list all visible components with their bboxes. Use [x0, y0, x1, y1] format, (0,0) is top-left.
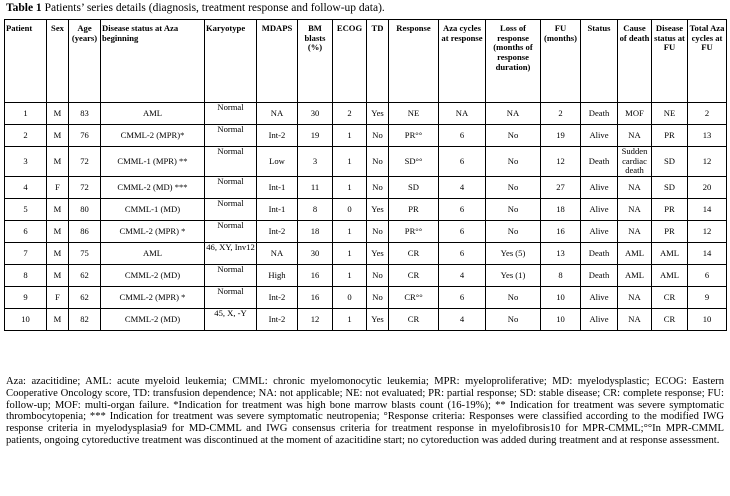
table-cell: 62 — [69, 286, 101, 308]
table-cell: 12 — [688, 220, 727, 242]
table-cell: NA — [257, 242, 298, 264]
table-cell: 82 — [69, 308, 101, 330]
table-header — [5, 20, 727, 103]
table-cell: Int-1 — [257, 198, 298, 220]
table-cell: PR°° — [389, 125, 439, 147]
column-header: MDAPS — [257, 20, 298, 103]
table-cell: Yes — [367, 242, 389, 264]
column-header: Sex — [47, 20, 69, 103]
table-cell: 6 — [5, 220, 47, 242]
table-cell: 45, X, -Y — [205, 308, 257, 330]
column-header: Karyotype — [205, 20, 257, 103]
table-cell: Alive — [581, 308, 618, 330]
table-cell: 0 — [333, 286, 367, 308]
column-header: Disease status at FU — [652, 20, 688, 103]
table-cell: 6 — [439, 125, 486, 147]
table-cell: Yes — [367, 103, 389, 125]
column-header: Patient — [5, 20, 47, 103]
table-cell: 1 — [333, 242, 367, 264]
table-cell: CR°° — [389, 286, 439, 308]
table-cell: AML — [652, 242, 688, 264]
table-cell: Yes — [367, 308, 389, 330]
table-cell: AML — [101, 103, 205, 125]
table-cell: 13 — [688, 125, 727, 147]
table-row — [5, 103, 727, 125]
table-cell: CMML-2 (MD) — [101, 308, 205, 330]
table-cell: CR — [652, 308, 688, 330]
table-cell: 1 — [333, 308, 367, 330]
table-cell: Yes (5) — [486, 242, 541, 264]
table-row — [5, 198, 727, 220]
table-cell: M — [47, 242, 69, 264]
table-cell: 8 — [298, 198, 333, 220]
table-cell: SD — [652, 176, 688, 198]
table-cell: 6 — [439, 242, 486, 264]
table-cell: Normal — [205, 264, 257, 286]
table-cell: M — [47, 147, 69, 177]
table-cell: 27 — [541, 176, 581, 198]
table-cell: Death — [581, 103, 618, 125]
table-cell: 2 — [5, 125, 47, 147]
table-cell: 6 — [439, 198, 486, 220]
table-cell: 8 — [5, 264, 47, 286]
column-header: TD — [367, 20, 389, 103]
table-cell: 12 — [541, 147, 581, 177]
table-cell: 19 — [298, 125, 333, 147]
table-cell: 4 — [439, 308, 486, 330]
table-cell: 12 — [298, 308, 333, 330]
table-cell: NA — [618, 125, 652, 147]
table-cell: MOF — [618, 103, 652, 125]
table-cell: Death — [581, 242, 618, 264]
table-cell: 20 — [688, 176, 727, 198]
table-cell: No — [367, 286, 389, 308]
table-cell: NA — [486, 103, 541, 125]
table-cell: 6 — [439, 286, 486, 308]
table-cell: Normal — [205, 176, 257, 198]
table-cell: 2 — [688, 103, 727, 125]
table-cell: CMML-1 (MD) — [101, 198, 205, 220]
table-cell: 12 — [688, 147, 727, 177]
table-cell: NA — [618, 220, 652, 242]
table-cell: 10 — [541, 308, 581, 330]
table-cell: 16 — [541, 220, 581, 242]
table-cell: Int-2 — [257, 220, 298, 242]
table-cell: AML — [101, 242, 205, 264]
table-cell: M — [47, 220, 69, 242]
table-cell: 16 — [298, 264, 333, 286]
table-cell: PR — [389, 198, 439, 220]
table-cell: 62 — [69, 264, 101, 286]
table-cell: No — [486, 220, 541, 242]
column-header: ECOG — [333, 20, 367, 103]
table-cell: 10 — [688, 308, 727, 330]
table-cell: PR — [652, 220, 688, 242]
table-cell: CR — [389, 242, 439, 264]
table-cell: NA — [439, 103, 486, 125]
table-cell: Normal — [205, 125, 257, 147]
column-header: Disease status at Aza beginning — [101, 20, 205, 103]
table-cell: 9 — [5, 286, 47, 308]
column-header: BM blasts (%) — [298, 20, 333, 103]
table-cell: No — [486, 198, 541, 220]
column-header: Loss of response (months of response duration) — [486, 20, 541, 103]
table-row — [5, 242, 727, 264]
table-cell: SD — [389, 176, 439, 198]
table-cell: 16 — [298, 286, 333, 308]
table-cell: No — [367, 220, 389, 242]
table-cell: Yes — [367, 198, 389, 220]
table-cell: Normal — [205, 103, 257, 125]
table-cell: 1 — [333, 220, 367, 242]
table-cell: M — [47, 125, 69, 147]
table-cell: 86 — [69, 220, 101, 242]
table-cell: M — [47, 264, 69, 286]
column-header: Cause of death — [618, 20, 652, 103]
table-cell: 4 — [439, 264, 486, 286]
table-cell: M — [47, 103, 69, 125]
table-cell: NA — [618, 286, 652, 308]
table-cell: 19 — [541, 125, 581, 147]
table-cell: CMML-2 (MPR) * — [101, 220, 205, 242]
table-cell: 6 — [439, 220, 486, 242]
table-cell: CR — [389, 264, 439, 286]
table-cell: 30 — [298, 103, 333, 125]
table-cell: 1 — [333, 125, 367, 147]
table-cell: PR°° — [389, 220, 439, 242]
table-cell: 8 — [541, 264, 581, 286]
table-cell: Alive — [581, 176, 618, 198]
table-cell: NE — [652, 103, 688, 125]
table-cell: No — [367, 176, 389, 198]
column-header: Status — [581, 20, 618, 103]
table-cell: 10 — [541, 286, 581, 308]
table-cell: PR — [652, 125, 688, 147]
table-caption-text: Patients’ series details (diagnosis, treatment response and follow-up data). — [41, 2, 385, 14]
table-row — [5, 220, 727, 242]
table-cell: 72 — [69, 147, 101, 177]
table-cell: 30 — [298, 242, 333, 264]
table-cell: 1 — [333, 147, 367, 177]
table-cell: 9 — [688, 286, 727, 308]
column-header: Response — [389, 20, 439, 103]
table-cell: 1 — [333, 176, 367, 198]
column-header: Age (years) — [69, 20, 101, 103]
table-cell: PR — [652, 198, 688, 220]
table-cell: 76 — [69, 125, 101, 147]
table-cell: F — [47, 286, 69, 308]
table-cell: CMML-2 (MD) *** — [101, 176, 205, 198]
table-row — [5, 176, 727, 198]
table-cell: NA — [257, 103, 298, 125]
table-cell: CR — [652, 286, 688, 308]
table-cell: NE — [389, 103, 439, 125]
table-cell: 4 — [439, 176, 486, 198]
table-cell: F — [47, 176, 69, 198]
table-cell: 13 — [541, 242, 581, 264]
table-cell: 72 — [69, 176, 101, 198]
table-cell: SD°° — [389, 147, 439, 177]
table-cell: 75 — [69, 242, 101, 264]
table-cell: 1 — [5, 103, 47, 125]
table-cell: 7 — [5, 242, 47, 264]
table-body — [5, 103, 727, 331]
table-cell: CMML-2 (MPR)* — [101, 125, 205, 147]
table-caption — [6, 2, 385, 14]
table-cell: SD — [652, 147, 688, 177]
table-cell: No — [367, 264, 389, 286]
table-cell: 5 — [5, 198, 47, 220]
table-cell: Sudden cardiac death — [618, 147, 652, 177]
table-row — [5, 147, 727, 177]
patients-table — [4, 19, 727, 331]
table-row — [5, 125, 727, 147]
table-cell: 3 — [5, 147, 47, 177]
table-cell: 0 — [333, 198, 367, 220]
table-cell: Normal — [205, 286, 257, 308]
table-cell: 46, XY, Inv12 — [205, 242, 257, 264]
table-cell: 6 — [439, 147, 486, 177]
table-cell: Alive — [581, 220, 618, 242]
table-cell: Low — [257, 147, 298, 177]
table-cell: M — [47, 198, 69, 220]
table-cell: Int-1 — [257, 176, 298, 198]
table-cell: Alive — [581, 125, 618, 147]
table-cell: NA — [618, 176, 652, 198]
table-cell: AML — [618, 264, 652, 286]
table-cell: 80 — [69, 198, 101, 220]
header-row — [5, 20, 727, 103]
table-cell: No — [486, 125, 541, 147]
table-cell: 14 — [688, 242, 727, 264]
table-cell: 18 — [298, 220, 333, 242]
table-cell: CMML-1 (MPR) ** — [101, 147, 205, 177]
table-cell: 18 — [541, 198, 581, 220]
table-cell: No — [486, 147, 541, 177]
table-cell: Death — [581, 264, 618, 286]
table-cell: Yes (1) — [486, 264, 541, 286]
table-cell: 2 — [541, 103, 581, 125]
table-cell: NA — [618, 198, 652, 220]
column-header: Aza cycles at response — [439, 20, 486, 103]
table-cell: CMML-2 (MD) — [101, 264, 205, 286]
table-cell: Death — [581, 147, 618, 177]
table-cell: No — [486, 286, 541, 308]
table-row — [5, 286, 727, 308]
table-cell: Normal — [205, 198, 257, 220]
table-cell: Int-2 — [257, 286, 298, 308]
table-cell: Alive — [581, 286, 618, 308]
table-cell: High — [257, 264, 298, 286]
table-row — [5, 264, 727, 286]
table-cell: NA — [618, 308, 652, 330]
table-cell: 6 — [688, 264, 727, 286]
table-cell: AML — [618, 242, 652, 264]
table-cell: No — [486, 308, 541, 330]
table-cell: No — [367, 125, 389, 147]
table-cell: Int-2 — [257, 125, 298, 147]
table-cell: Int-2 — [257, 308, 298, 330]
table-cell: Alive — [581, 198, 618, 220]
footnote: Aza: azacitidine; AML: acute myeloid leukemia; CMML: chronic myelomonocytic leukemia; MPR: myeloproliferative; MD: myelodysplastic; ECOG: Eastern Cooperative Oncology score, TD: transfusion dependence; NA: not applicable; NE: not evaluated; PR: partial response; SD: stable disease; CR: complete response; FU: follow-up; MOF: multi-organ failure. *Indication for treatment was high bone marrow blasts count (16-19%); ** Indication for treatment was severe symptomatic thrombocytopenia; *** Indication for treatment was severe symptomatic neutropenia; °Response criteria: Responses were classified according to the modified IWG response criteria in myelodysplasia9 for MD-CMML and IWG consensus criteria for treatment response in myelofibrosis10 for MPR-CMML;°°In MPR-CMML patients, ongoing cytoreductive treatment was discontinued at the moment of azacitidine start; no cytoreduction was added during treatment and at response assessment. — [6, 376, 724, 446]
table-cell: 2 — [333, 103, 367, 125]
table-cell: Normal — [205, 147, 257, 177]
table-cell: AML — [652, 264, 688, 286]
table-cell: No — [486, 176, 541, 198]
table-cell: 14 — [688, 198, 727, 220]
table-cell: 1 — [333, 264, 367, 286]
table-cell: 10 — [5, 308, 47, 330]
table-label: Table 1 — [6, 2, 42, 14]
column-header: Total Aza cycles at FU — [688, 20, 727, 103]
column-header: FU (months) — [541, 20, 581, 103]
table-cell: Normal — [205, 220, 257, 242]
table-cell: 11 — [298, 176, 333, 198]
table-cell: CR — [389, 308, 439, 330]
table-cell: CMML-2 (MPR) * — [101, 286, 205, 308]
table-cell: M — [47, 308, 69, 330]
table-cell: 4 — [5, 176, 47, 198]
table-row — [5, 308, 727, 330]
table-cell: 83 — [69, 103, 101, 125]
table-cell: 3 — [298, 147, 333, 177]
table-cell: No — [367, 147, 389, 177]
